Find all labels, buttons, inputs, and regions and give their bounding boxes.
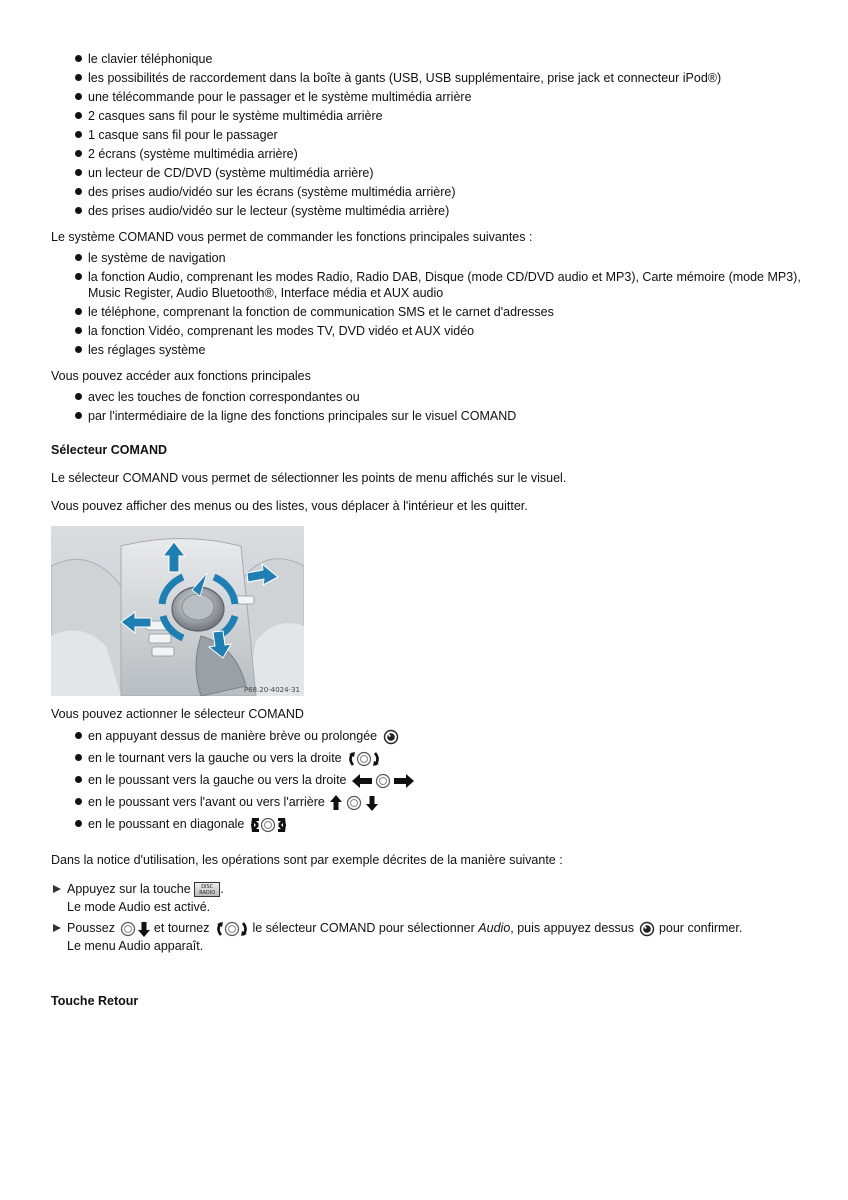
figure-code: P68.20-4024-31	[243, 686, 300, 694]
function-item: la fonction Audio, comprenant les modes Radio, Radio DAB, Disque (mode CD/DVD audio et MP3), Carte mémoire (mode MP3), Music Register, Audio Bluetooth®, Interface média et AUX audio	[51, 269, 808, 301]
operation-item-text: en le poussant en diagonale	[88, 817, 245, 831]
accessory-item: les possibilités de raccordement dans la boîte à gants (USB, USB supplémentaire, prise jack et connecteur iPod®)	[51, 70, 808, 86]
accessory-item: un lecteur de CD/DVD (système multimédia arrière)	[51, 165, 808, 181]
operation-block	[51, 706, 808, 838]
steps-block	[51, 880, 808, 955]
step-marker-icon	[53, 885, 61, 893]
access-methods-list	[51, 389, 808, 424]
steps-list	[51, 880, 808, 898]
step-2-text-b: et tournez	[153, 921, 210, 935]
radio-label: RADIO	[199, 890, 216, 897]
step-1-result: Le mode Audio est activé.	[67, 900, 211, 914]
operation-paragraph: Vous pouvez actionner le sélecteur COMAND	[51, 707, 304, 721]
operation-list	[51, 728, 808, 833]
selector-paragraph-1: Le sélecteur COMAND vous permet de sélectionner les points de menu affichés sur le visuel.	[51, 471, 567, 485]
return-section	[51, 993, 808, 1009]
function-item: le téléphone, comprenant la fonction de communication SMS et le carnet d'adresses	[51, 304, 808, 320]
access-block	[51, 368, 808, 427]
return-key-heading: Touche Retour	[51, 994, 139, 1008]
step-2-text-d: , puis appuyez dessus	[510, 921, 634, 935]
selector-paragraph-2: Vous pouvez afficher des menus ou des listes, vous déplacer à l'intérieur et les quitter.	[51, 499, 528, 513]
notice-wrap	[51, 852, 808, 868]
steps-list-2	[51, 919, 808, 937]
slide-diagonal-icon	[250, 817, 286, 833]
function-item: les réglages système	[51, 342, 808, 358]
step-1	[51, 880, 808, 898]
turn-icon	[215, 921, 249, 937]
press-icon	[383, 729, 399, 745]
step-2-text-a: Poussez	[67, 921, 115, 935]
turn-icon	[347, 751, 381, 767]
operation-item	[51, 728, 808, 745]
operation-item-text: en appuyant dessus de manière brève ou prolongée	[88, 729, 378, 743]
main-functions-list	[51, 250, 808, 358]
operation-item-text: en le poussant vers l'avant ou vers l'arrière	[88, 795, 325, 809]
comand-intro-block	[51, 229, 808, 361]
accessory-item: 1 casque sans fil pour le passager	[51, 127, 808, 143]
step-2-text-e: pour confirmer.	[658, 921, 743, 935]
access-item: avec les touches de fonction correspondantes ou	[51, 389, 808, 405]
comand-controller-illustration	[51, 526, 304, 696]
accessory-item: 2 casques sans fil pour le système multimédia arrière	[51, 108, 808, 124]
access-paragraph: Vous pouvez accéder aux fonctions principales	[51, 369, 311, 383]
disc-label: DISC	[201, 884, 214, 891]
accessories-list-block	[51, 51, 808, 222]
disc-radio-button-icon	[194, 882, 220, 897]
step-2-audio-term: Audio	[478, 921, 511, 935]
accessory-item: des prises audio/vidéo sur le lecteur (système multimédia arrière)	[51, 203, 808, 219]
accessory-item: le clavier téléphonique	[51, 51, 808, 67]
step-1-period: .	[220, 882, 224, 896]
slide-up-down-icon	[330, 795, 378, 811]
operation-item-text: en le tournant vers la gauche ou vers la droite	[88, 751, 342, 765]
step-marker-icon	[53, 924, 61, 932]
notice-paragraph: Dans la notice d'utilisation, les opérations sont par exemple décrites de la manière suivante :	[51, 853, 563, 867]
selector-heading: Sélecteur COMAND	[51, 443, 167, 457]
accessory-item: 2 écrans (système multimédia arrière)	[51, 146, 808, 162]
selector-para2-wrap	[51, 498, 808, 514]
accessories-list	[51, 51, 808, 219]
comand-intro-paragraph: Le système COMAND vous permet de commander les fonctions principales suivantes :	[51, 230, 533, 244]
step-2-text-c: le sélecteur COMAND pour sélectionner	[252, 921, 475, 935]
access-item: par l'intermédiaire de la ligne des fonctions principales sur le visuel COMAND	[51, 408, 808, 424]
push-down-icon	[120, 921, 150, 937]
accessory-item: une télécommande pour le passager et le système multimédia arrière	[51, 89, 808, 105]
operation-item	[51, 750, 808, 767]
step-1-text: Appuyez sur la touche	[67, 882, 191, 896]
selector-para1-wrap	[51, 470, 808, 486]
operation-item	[51, 772, 808, 789]
function-item: le système de navigation	[51, 250, 808, 266]
operation-item	[51, 816, 808, 833]
press-icon	[639, 921, 655, 937]
function-item: la fonction Vidéo, comprenant les modes TV, DVD vidéo et AUX vidéo	[51, 323, 808, 339]
controller-photo	[51, 526, 304, 696]
step-2	[51, 919, 808, 937]
operation-item	[51, 794, 808, 811]
accessory-item: des prises audio/vidéo sur les écrans (système multimédia arrière)	[51, 184, 808, 200]
slide-left-right-icon	[352, 773, 414, 789]
step-2-result: Le menu Audio apparaît.	[67, 939, 204, 953]
operation-item-text: en le poussant vers la gauche ou vers la droite	[88, 773, 347, 787]
selector-section	[51, 442, 808, 458]
